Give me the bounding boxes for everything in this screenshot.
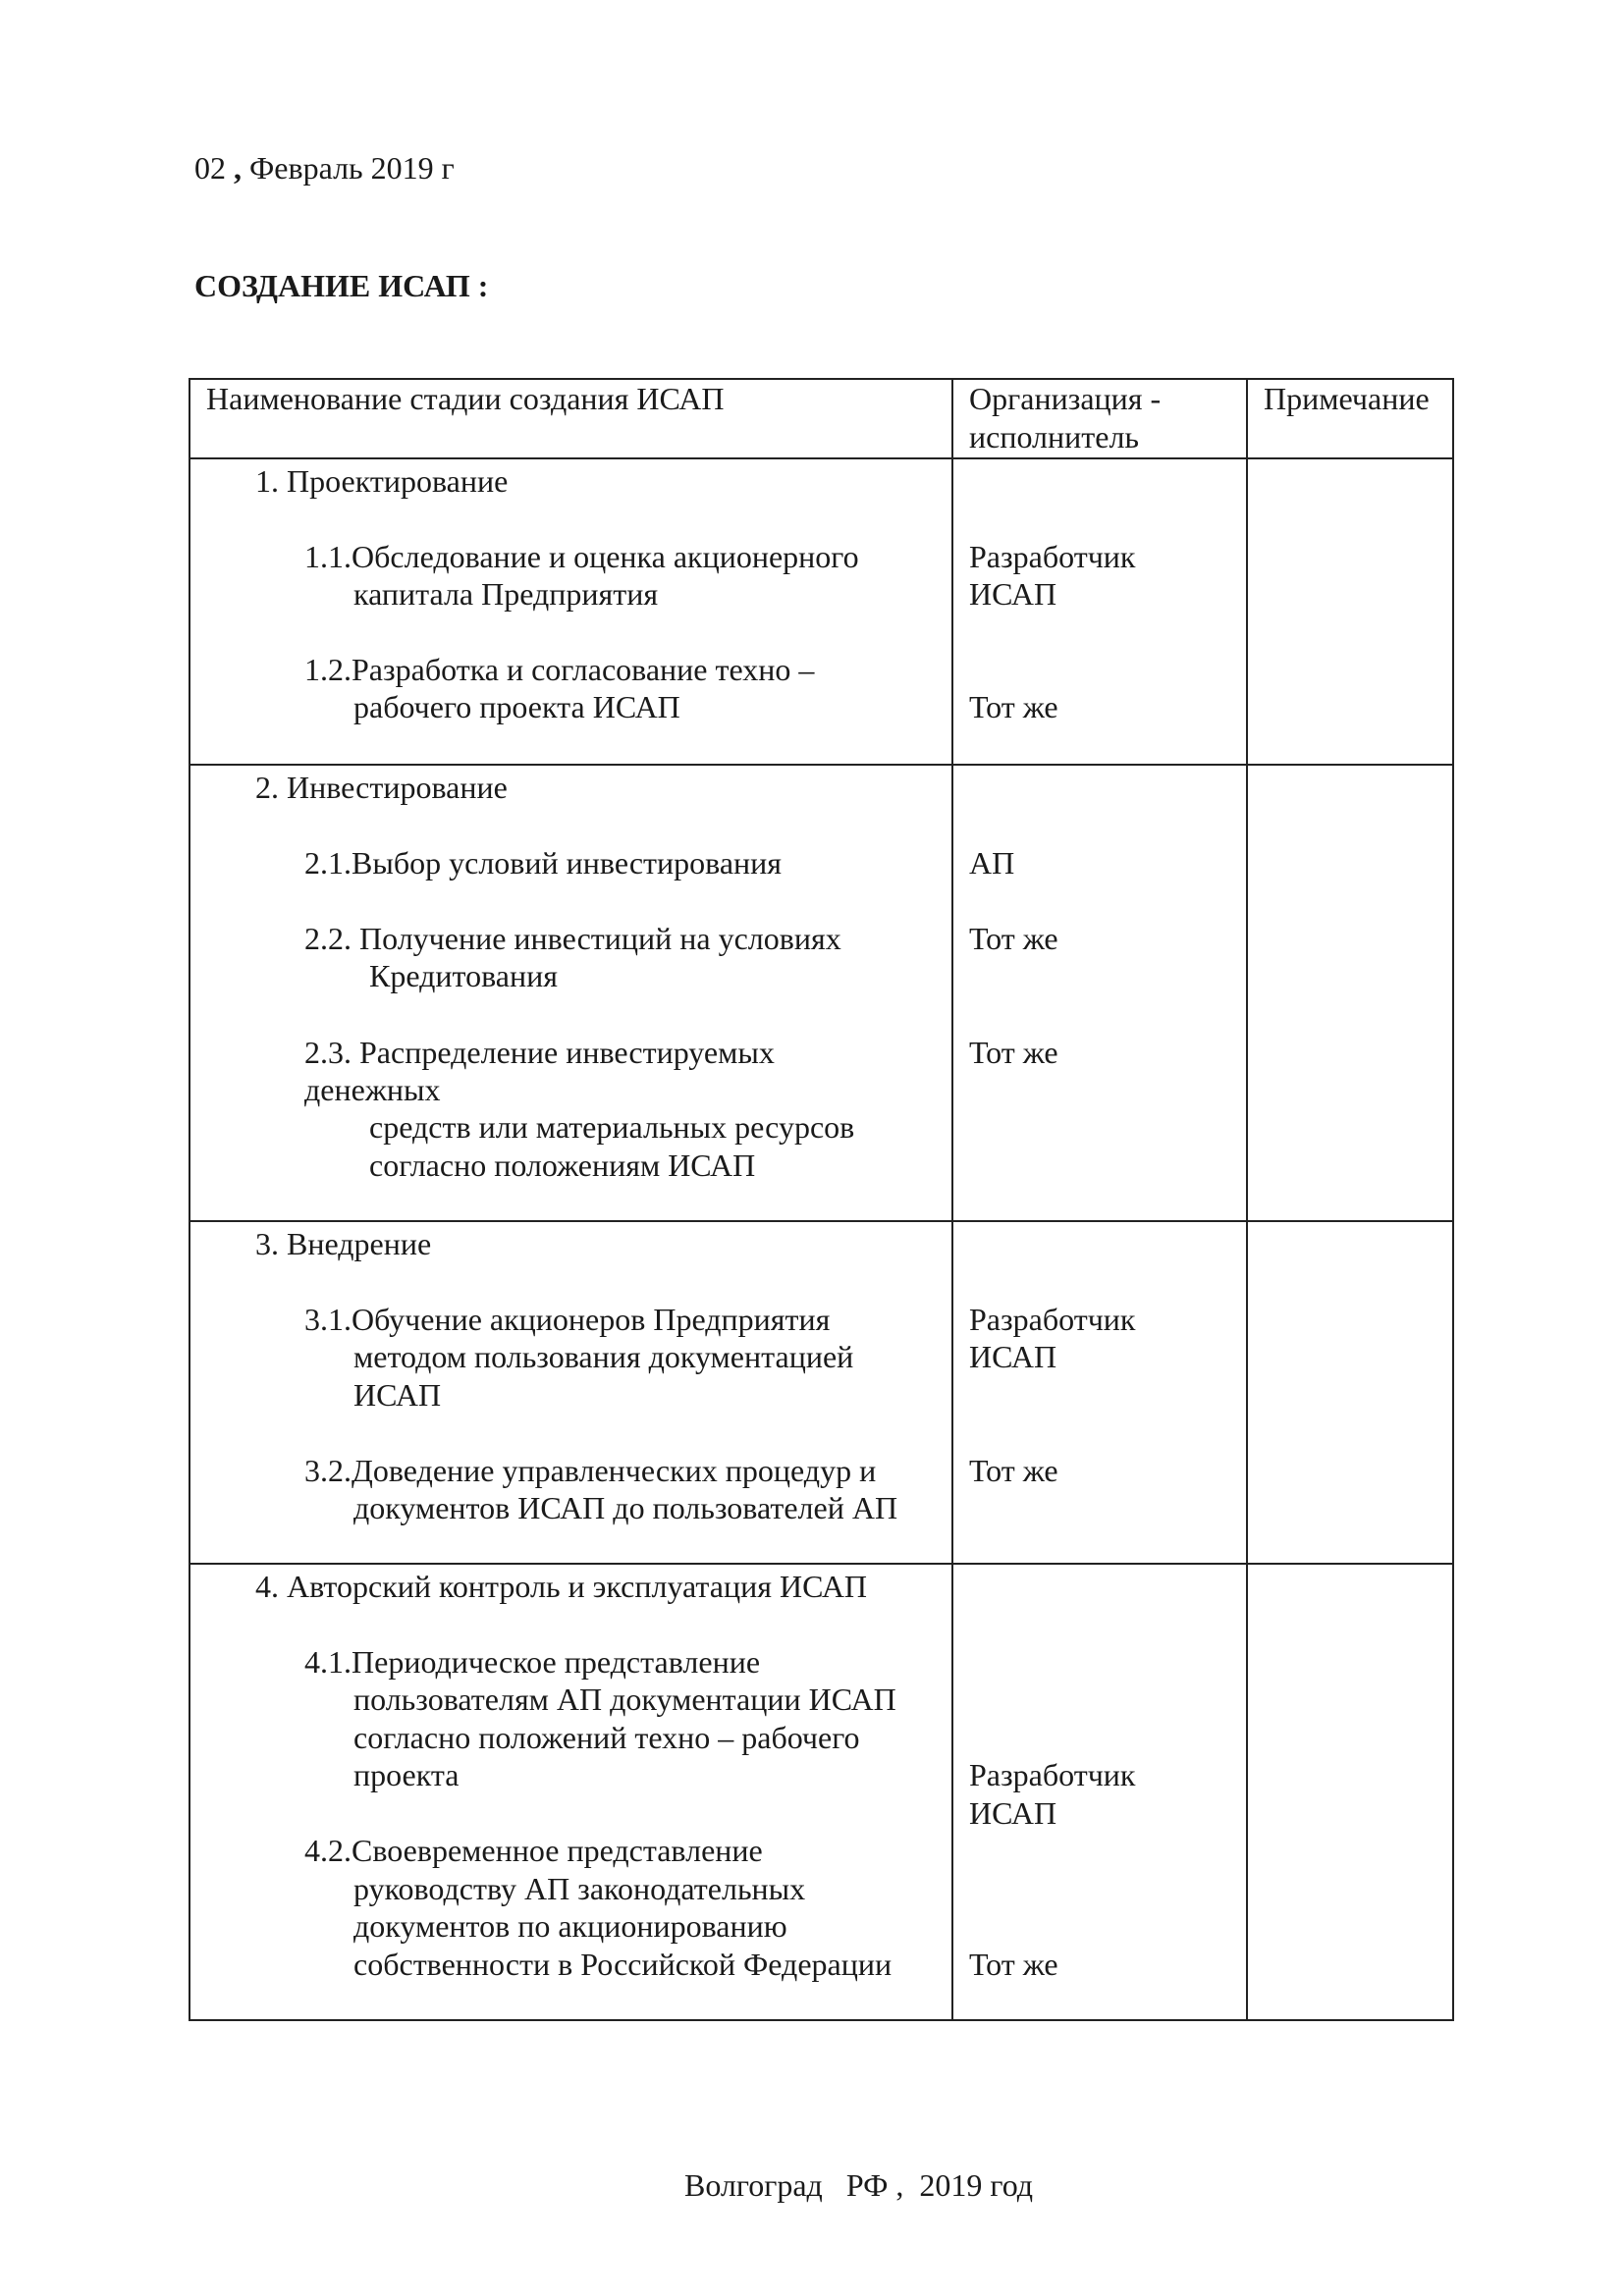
document-title: СОЗДАНИЕ ИСАП :: [194, 268, 489, 303]
item-line: 1.1.Обследование и оценка акционерного: [304, 539, 859, 574]
item-line: 2.3. Распределение инвестируемых: [304, 1035, 775, 1070]
stage-cell: [189, 1221, 952, 1564]
org-text: Разработчик: [969, 1302, 1136, 1337]
org-text: АП: [969, 845, 1015, 881]
item-line: собственности в Российской Федерации: [353, 1947, 893, 1982]
date-day: 02: [194, 150, 226, 186]
note-cell: [1247, 1564, 1453, 2020]
date-separator: ,: [234, 150, 242, 186]
org-text: Тот же: [969, 921, 1058, 956]
org-cell: [952, 765, 1247, 1221]
document-date: [194, 149, 455, 187]
section-title: 3. Внедрение: [255, 1226, 432, 1261]
item-line: 3.1.Обучение акционеров Предприятия: [304, 1302, 831, 1337]
item-line: руководству АП законодательных: [353, 1871, 806, 1906]
org-text: Тот же: [969, 1453, 1058, 1488]
date-month-year: Февраль 2019 г: [249, 150, 455, 186]
item-line: 2.1.Выбор условий инвестирования: [304, 845, 782, 881]
document-footer: Волгоград РФ , 2019 год: [684, 2167, 1034, 2203]
header-cell-note: [1247, 379, 1453, 458]
org-text: ИСАП: [969, 1795, 1057, 1831]
note-cell: [1247, 1221, 1453, 1564]
item-line: документов ИСАП до пользователей АП: [353, 1490, 898, 1525]
item-line: 4.1.Периодическое представление: [304, 1644, 761, 1680]
item-line: ИСАП: [353, 1377, 442, 1413]
stage-cell: [189, 1564, 952, 2020]
org-text: Тот же: [969, 1035, 1058, 1070]
item-line: методом пользования документацией: [353, 1339, 854, 1374]
item-line: согласно положений техно – рабочего: [353, 1720, 860, 1755]
note-cell: [1247, 458, 1453, 765]
table-header-row: [189, 379, 1453, 458]
item-line: пользователям АП документации ИСАП: [353, 1682, 896, 1717]
column-header-stage: Наименование стадии создания ИСАП: [206, 381, 725, 416]
item-line: 4.2.Своевременное представление: [304, 1833, 763, 1868]
section-title: 4. Авторский контроль и эксплуатация ИСАП: [255, 1569, 868, 1604]
org-text: Тот же: [969, 689, 1058, 724]
item-line: Кредитования: [369, 958, 558, 993]
item-line: средств или материальных ресурсов: [369, 1109, 855, 1145]
item-line: документов по акционированию: [353, 1908, 787, 1944]
stages-table: [189, 378, 1454, 2021]
stage-cell: [189, 765, 952, 1221]
item-line: денежных: [304, 1072, 441, 1107]
org-text: Тот же: [969, 1947, 1058, 1982]
org-cell: [952, 1564, 1247, 2020]
column-header-org-line2: исполнитель: [969, 418, 1139, 454]
note-cell: [1247, 765, 1453, 1221]
org-text: Разработчик: [969, 539, 1136, 574]
section-title: 2. Инвестирование: [255, 770, 508, 805]
item-line: 3.2.Доведение управленческих процедур и: [304, 1453, 877, 1488]
table-row: [189, 765, 1453, 1221]
section-title: 1. Проектирование: [255, 463, 509, 499]
item-line: согласно положениям ИСАП: [369, 1148, 756, 1183]
table-row: [189, 1564, 1453, 2020]
stage-cell: [189, 458, 952, 765]
item-line: проекта: [353, 1757, 460, 1792]
table-row: [189, 458, 1453, 765]
column-header-note: Примечание: [1264, 381, 1430, 416]
item-line: 1.2.Разработка и согласование техно –: [304, 652, 815, 687]
column-header-org-line1: Организация -: [969, 381, 1162, 416]
item-line: 2.2. Получение инвестиций на условиях: [304, 921, 841, 956]
item-line: капитала Предприятия: [353, 576, 659, 612]
org-text: Разработчик: [969, 1757, 1136, 1792]
org-cell: [952, 1221, 1247, 1564]
header-cell-org: [952, 379, 1247, 458]
org-cell: [952, 458, 1247, 765]
table-row: [189, 1221, 1453, 1564]
item-line: рабочего проекта ИСАП: [353, 689, 680, 724]
org-text: ИСАП: [969, 576, 1057, 612]
org-text: ИСАП: [969, 1339, 1057, 1374]
header-cell-stage: [189, 379, 952, 458]
